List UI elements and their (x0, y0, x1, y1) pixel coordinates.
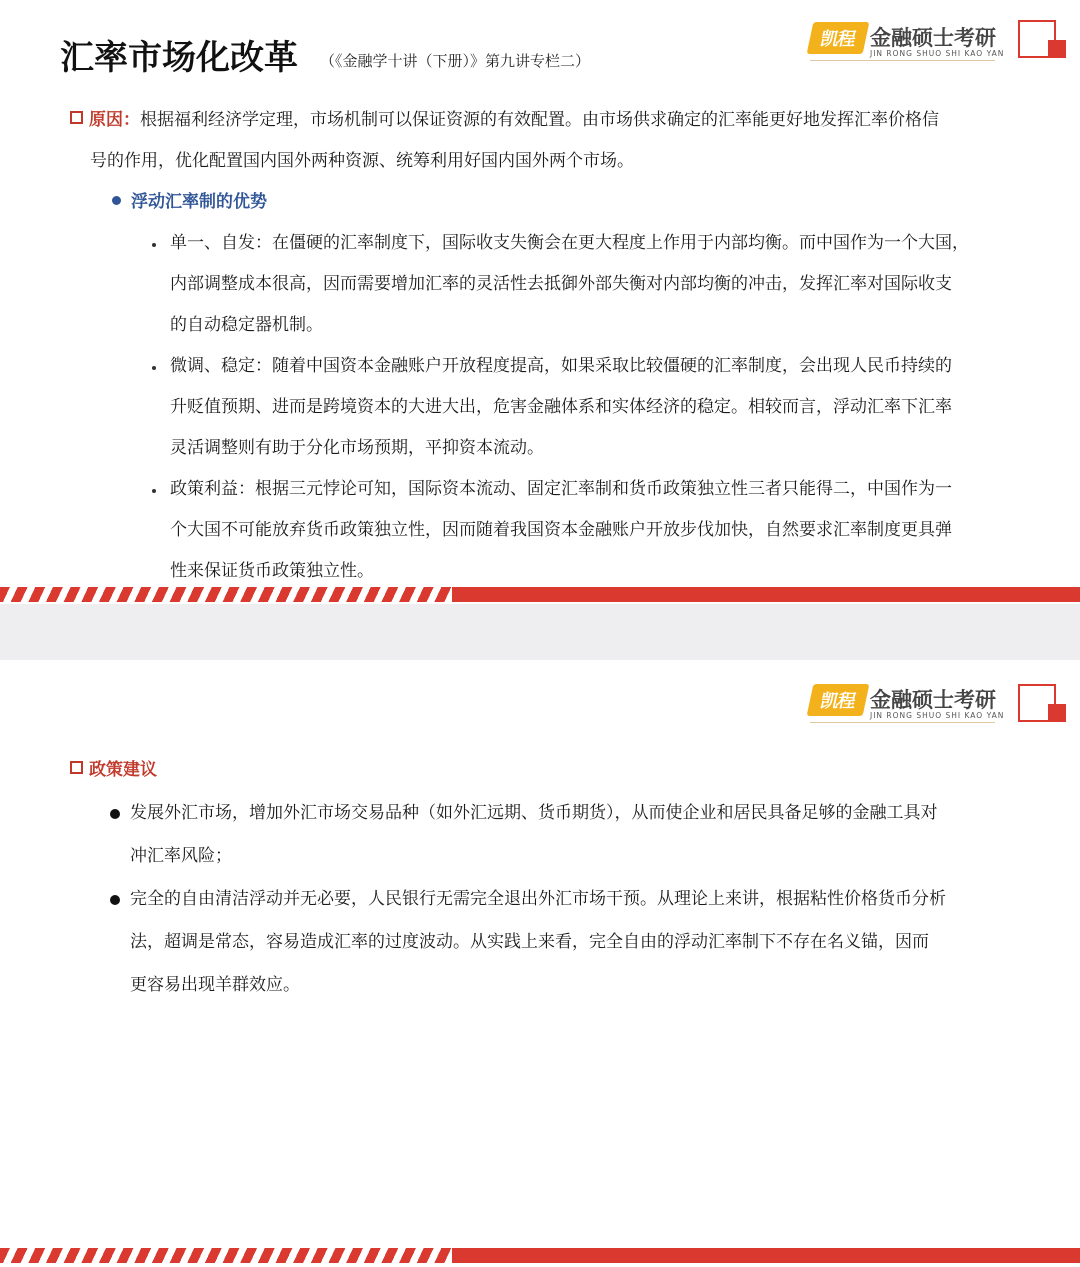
point-1-line-2: 内部调整成本很高，因而需要增加汇率的灵活性去抵御外部失衡对内部均衡的冲击，发挥汇率对国际收支 (170, 274, 952, 294)
point-3-line-3: 性来保证货币政策独立性。 (170, 561, 374, 581)
logo-mark (807, 22, 870, 54)
slide-2 (0, 660, 1080, 1267)
footer-stripe-bar-2 (0, 1248, 1080, 1263)
blue-dot-icon (112, 196, 121, 205)
bullet-1-icon (110, 809, 120, 819)
page-subtitle: （《金融学十讲（下册）》第九讲专栏二） (320, 52, 591, 70)
point-3-line-2: 个大国不可能放弃货币政策独立性，因而随着我国资本金融账户开放步伐加快，自然要求汇率制度更具弹 (170, 520, 952, 540)
point-1-line-1: 单一、自发：在僵硬的汇率制度下，国际收支失衡会在更大程度上作用于内部均衡。而中国作为一个大国， (170, 233, 969, 253)
bullet-2-line-1: 完全的自由清洁浮动并无必要，人民银行无需完全退出外汇市场干预。从理论上来讲，根据粘性价格货币分析 (130, 889, 946, 909)
footer-stripe-solid (452, 587, 1080, 602)
page-title: 汇率市场化改革 (60, 38, 298, 78)
bullet-2-line-2: 法，超调是常态，容易造成汇率的过度波动。从实践上来看，完全自由的浮动汇率制下不存在名义锚，因而 (130, 932, 929, 952)
point-2-line-1: 微调、稳定：随着中国资本金融账户开放程度提高，如果采取比较僵硬的汇率制度，会出现人民币持续的 (170, 356, 952, 376)
bullet-1-line-2: 冲汇率风险； (130, 846, 232, 866)
point-3-bullet-icon (152, 489, 156, 493)
corner-square-fill (1048, 40, 1066, 58)
policy-label: 政策建议 (89, 760, 157, 780)
logo-name-en: JIN RONG SHUO SHI KAO YAN (870, 711, 1005, 720)
logo-mark-text: 凯程 (818, 29, 857, 50)
section-heading (112, 182, 267, 223)
point-3-line-1: 政策利益：根据三元悖论可知，国际资本流动、固定汇率制和货币政策独立性三者只能得二，中国作为一 (170, 479, 952, 499)
point-2-bullet-icon (152, 366, 156, 370)
logo-mark (807, 684, 870, 716)
bullet-2-line-3: 更容易出现羊群效应。 (130, 975, 300, 995)
logo-name-cn: 金融硕士考研 (870, 26, 996, 50)
point-1-line-3: 的自动稳定器机制。 (170, 315, 323, 335)
reason-line-2: 号的作用，优化配置国内国外两种资源、统筹利用好国内国外两个市场。 (90, 151, 634, 171)
bullet-2-icon (110, 895, 120, 905)
logo-underline (810, 722, 995, 723)
bullet-1-line-1: 发展外汇市场，增加外汇市场交易品种（如外汇远期、货币期货），从而使企业和居民具备足够的金融工具对 (130, 803, 938, 823)
logo-underline (810, 60, 995, 61)
reason-text-1: 根据福利经济学定理，市场机制可以保证资源的有效配置。由市场供求确定的汇率能更好地发挥汇率价格信 (140, 110, 939, 130)
policy-heading (70, 750, 157, 791)
square-bullet-icon (70, 761, 83, 774)
reason-line-1 (70, 100, 939, 141)
logo-name-en: JIN RONG SHUO SHI KAO YAN (870, 49, 1005, 58)
section-title: 浮动汇率制的优势 (131, 192, 267, 212)
point-2-line-2: 升贬值预期、进而是跨境资本的大进大出，危害金融体系和实体经济的稳定。相较而言，浮动汇率下汇率 (170, 397, 952, 417)
square-bullet-icon (70, 111, 83, 124)
logo-mark-text: 凯程 (818, 691, 857, 712)
point-2-line-3: 灵活调整则有助于分化市场预期，平抑资本流动。 (170, 438, 544, 458)
point-1-bullet-icon (152, 243, 156, 247)
slide-1 (0, 0, 1080, 604)
reason-label: 原因： (89, 110, 140, 130)
corner-square-fill (1048, 704, 1066, 722)
footer-stripe-solid (452, 1248, 1080, 1263)
logo-name-cn: 金融硕士考研 (870, 688, 996, 712)
footer-stripe-bar (0, 587, 1080, 602)
